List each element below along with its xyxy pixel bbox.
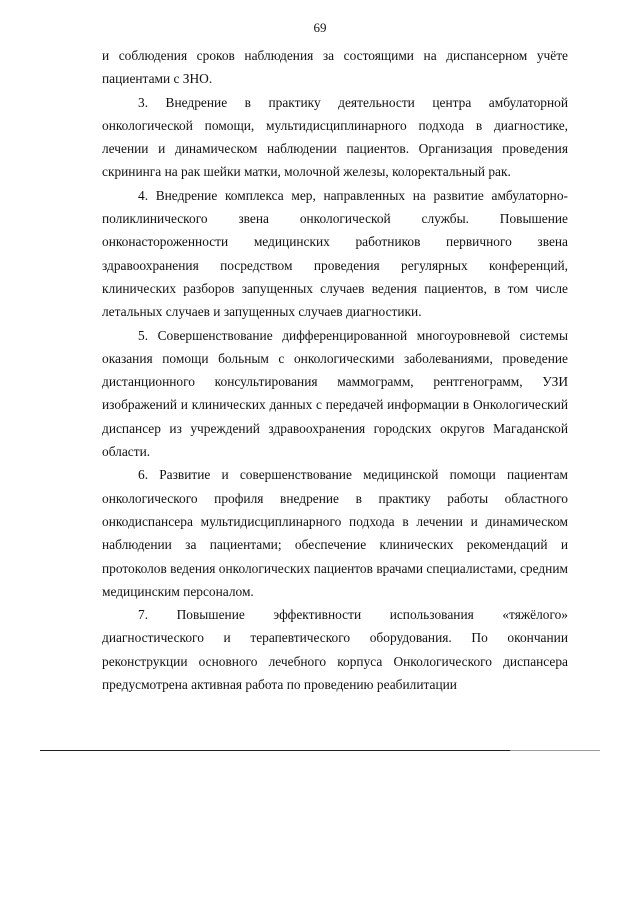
document-body	[102, 44, 568, 696]
paragraph-continuation: и соблюдения сроков наблюдения за состоящими на диспансерном учёте пациентами с ЗНО.	[102, 48, 568, 87]
paragraph-item-6: 6. Развитие и совершенствование медицинской помощи пациентам онкологического профиля внедрение в практику работы областного онкодиспансера мультидисциплинарного подхода в лечении и динамическом наблюдении за пациентами; обеспечение клинических рекомендаций и протоколов ведения онкологических пациентов врачами специалистами, средним медицинским персоналом.	[102, 467, 568, 599]
footer-divider-faint	[510, 750, 600, 751]
footer-divider	[40, 750, 510, 751]
paragraph-item-3: 3. Внедрение в практику деятельности центра амбулаторной онкологической помощи, мультидисциплинарного подхода в диагностике, лечении и динамическом наблюдении пациентов. Организация проведения скрининга на рак шейки матки, молочной железы, колоректальный рак.	[102, 94, 568, 180]
paragraph-item-4: 4. Внедрение комплекса мер, направленных на развитие амбулаторно-поликлинического звена онкологической службы. Повышение онконастороженности медицинских работников первичного звена здравоохранения посредством проведения регулярных конференций, клинических разборов запущенных случаев ведения пациентов, в том числе летальных случаев и запущенных случаев диагностики.	[102, 187, 568, 320]
paragraph-item-7: 7. Повышение эффективности использования «тяжёлого» диагностического и терапевтического оборудования. По окончании реконструкции основного лечебного корпуса Онкологического диспансера предусмотрена активная работа по проведению реабилитации	[102, 607, 568, 693]
page-number: 69	[313, 20, 327, 35]
paragraph-item-5: 5. Совершенствование дифференцированной многоуровневой системы оказания помощи больным с онкологическими заболеваниями, проведение дистанционного консультирования маммограмм, рентгенограмм, УЗИ изображений и клинических данных с передачей информации в Онкологический диспансер из учреждений здравоохранения городских округов Магаданской области.	[102, 327, 568, 460]
